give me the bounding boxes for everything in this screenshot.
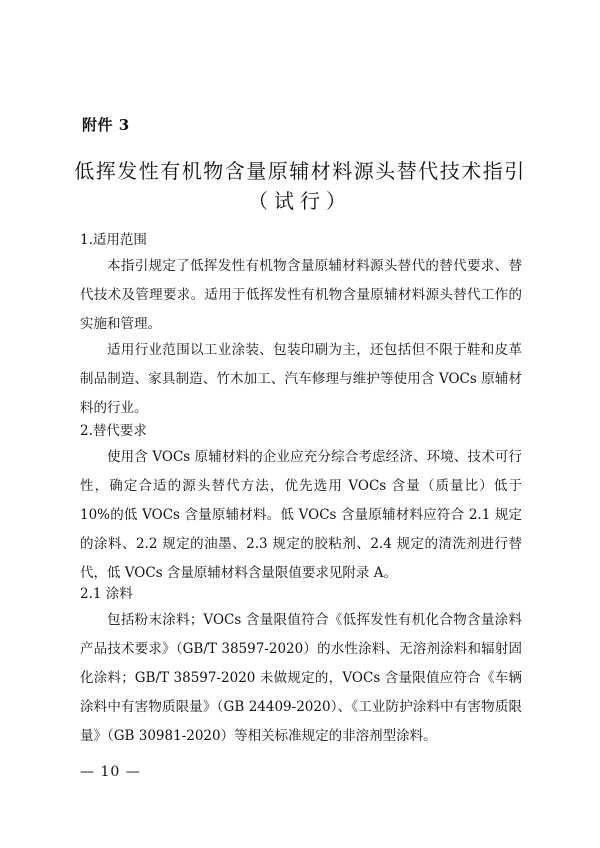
attachment-label: 附件 3 xyxy=(82,116,130,134)
page-number: — 10 — xyxy=(80,764,141,780)
paragraph-coatings: 包括粉末涂料；VOCs 含量限值符合《低挥发性有机化合物含量涂料产品技术要求》（GB/T 38597-2020）的水性涂料、无溶剂涂料和辐射固化涂料；GB/T 38597-2020 未做规定的，VOCs 含量限值应符合《车辆涂料中有害物质限量》（GB 24409-2020）、《工业防护涂料中有害物质限量》（GB 30981-2020）等相关标准规定的非溶剂型涂料。 xyxy=(80,612,522,744)
paragraph-requirements: 使用含 VOCs 原辅材料的企业应充分综合考虑经济、环境、技术可行性，确定合适的源头替代方法，优先选用 VOCs 含量（质量比）低于 10%的低 VOCs 含量原辅材料。低 VOCs 含量原辅材料应符合 2.1 规定的涂料、2.2 规定的油墨、2.3 规定的胶粘剂、2.4 规定的清洗剂进行替代，低 VOCs 含量原辅材料含量限值要求见附录 A。 xyxy=(80,449,522,581)
section-heading-coatings: 2.1 涂料 xyxy=(80,586,133,602)
document-title: 低挥发性有机物含量原辅材料源头替代技术指引 xyxy=(74,159,526,183)
paragraph-scope-1: 本指引规定了低挥发性有机物含量原辅材料源头替代的替代要求、替代技术及管理要求。适用于低挥发性有机物含量原辅材料源头替代工作的实施和管理。 xyxy=(80,258,522,332)
paragraph-scope-2: 适用行业范围以工业涂装、包装印刷为主，还包括但不限于鞋和皮革制品制造、家具制造、竹木加工、汽车修理与维护等使用含 VOCs 原辅材料的行业。 xyxy=(80,342,522,416)
document-subtitle: （试行） xyxy=(248,189,352,213)
section-heading-scope: 1.适用范围 xyxy=(80,232,147,248)
section-heading-requirements: 2.替代要求 xyxy=(80,423,147,439)
